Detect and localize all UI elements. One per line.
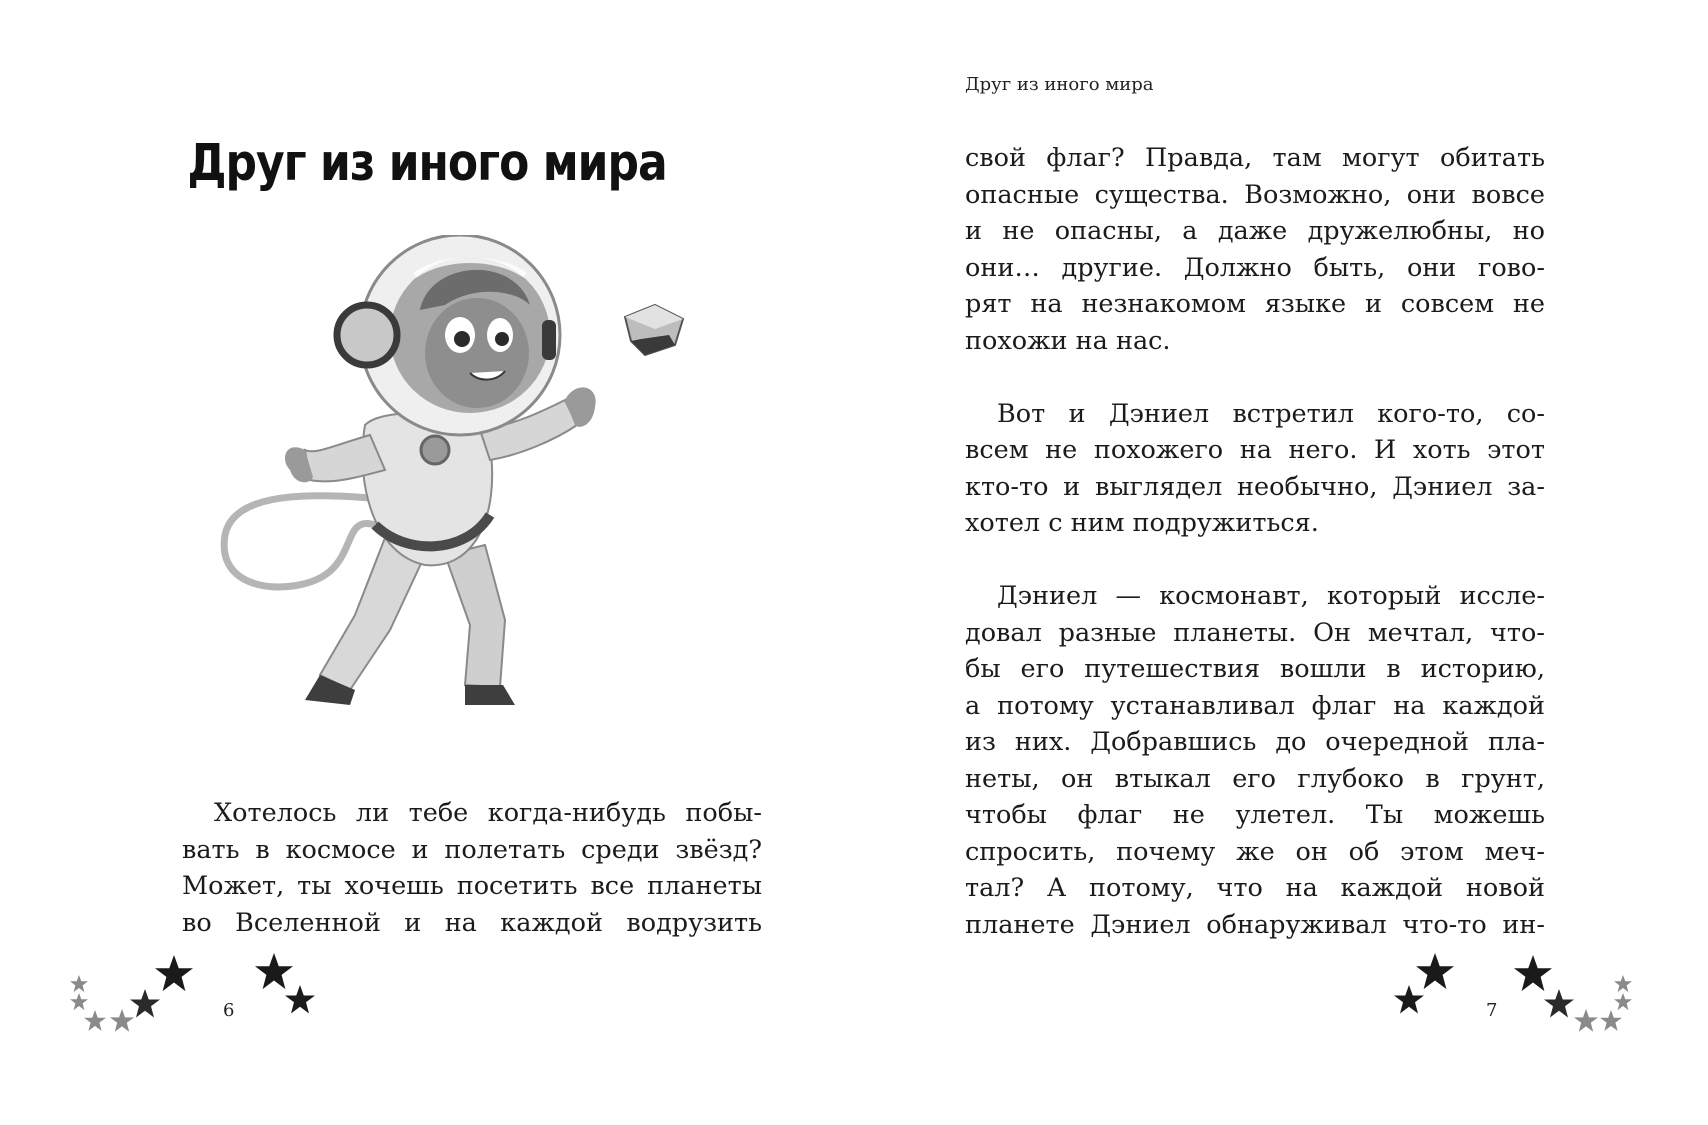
- text-line: они… другие. Должно быть, они гово-: [965, 252, 1545, 283]
- page-number: 7: [1486, 1000, 1498, 1021]
- star-icon: [130, 989, 160, 1018]
- star-cluster-right-2: [1514, 975, 1644, 1069]
- page-number: 6: [223, 1000, 235, 1021]
- paragraph: [965, 396, 1545, 542]
- text-line: тал? А потому, что на каждой новой: [965, 873, 1545, 903]
- text-line: хотел с ним подружиться.: [965, 508, 1319, 538]
- astronaut-illustration: [215, 235, 775, 770]
- text-line: рят на незнакомом языке и совсем не: [965, 289, 1545, 319]
- paragraph: [965, 578, 1545, 943]
- star-icon: [1394, 985, 1424, 1014]
- text-line: из них. Добравшись до очередной пла-: [965, 727, 1545, 757]
- chapter-title: Друг из иного мира: [187, 134, 667, 193]
- text-line: свой флаг? Правда, там могут обитать: [965, 143, 1545, 173]
- alien-cube: [625, 305, 683, 355]
- tether-cable: [224, 496, 395, 587]
- paragraph: [965, 140, 1545, 359]
- text-line: планете Дэниел обнаруживал что-то ин-: [965, 909, 1545, 940]
- star-cluster-right: [1394, 975, 1474, 1049]
- star-cluster-left: [70, 975, 200, 1069]
- right-leg: [445, 545, 505, 687]
- star-icon: [70, 975, 88, 992]
- star-icon: [155, 955, 193, 991]
- star-icon: [1600, 1010, 1622, 1031]
- text-line: довал разные планеты. Он мечтал, что-: [965, 617, 1545, 648]
- star-cluster-left-2: [255, 975, 325, 1049]
- text-line: всем не похожего на него. И хоть этот: [965, 435, 1545, 465]
- text-line: неты, он втыкал его глубоко в грунт,: [965, 763, 1545, 794]
- text-line: Может, ты хочешь посетить все планеты: [182, 871, 762, 901]
- text-line: кто-то и выглядел необычно, Дэниел за-: [965, 471, 1545, 502]
- running-head: Друг из иного мира: [965, 74, 1154, 95]
- text-line: похожи на нас.: [965, 325, 1171, 356]
- text-line: чтобы флаг не улетел. Ты можешь: [965, 800, 1545, 830]
- text-line: Дэниел — космонавт, который иссле-: [997, 581, 1545, 611]
- text-line: и не опасны, а даже дружелюбны, но: [965, 216, 1545, 246]
- text-line: вать в космосе и полетать среди звёзд?: [182, 834, 762, 865]
- text-line: опасные существа. Возможно, они вовсе: [965, 179, 1545, 210]
- star-icon: [285, 985, 315, 1014]
- text-line: спросить, почему же он об этом меч-: [965, 836, 1545, 867]
- star-icon: [110, 1009, 134, 1032]
- star-icon: [84, 1010, 106, 1031]
- star-icon: [1614, 975, 1632, 992]
- right-page: [854, 0, 1708, 1125]
- text-line: а потому устанавливал флаг на каждой: [965, 690, 1545, 721]
- star-icon: [70, 993, 88, 1010]
- text-line: Хотелось ли тебе когда-нибудь побы-: [214, 798, 762, 828]
- text-line: во Вселенной и на каждой водрузить: [182, 907, 762, 938]
- text-line: бы его путешествия вошли в историю,: [965, 654, 1545, 684]
- star-icon: [1544, 989, 1574, 1018]
- star-icon: [1574, 1009, 1598, 1032]
- left-paragraph: [182, 795, 762, 941]
- right-body: [965, 140, 1545, 980]
- helmet: [337, 235, 560, 435]
- star-icon: [1614, 993, 1632, 1010]
- star-icon: [255, 953, 293, 989]
- text-line: Вот и Дэниел встретил кого-то, со-: [997, 398, 1545, 429]
